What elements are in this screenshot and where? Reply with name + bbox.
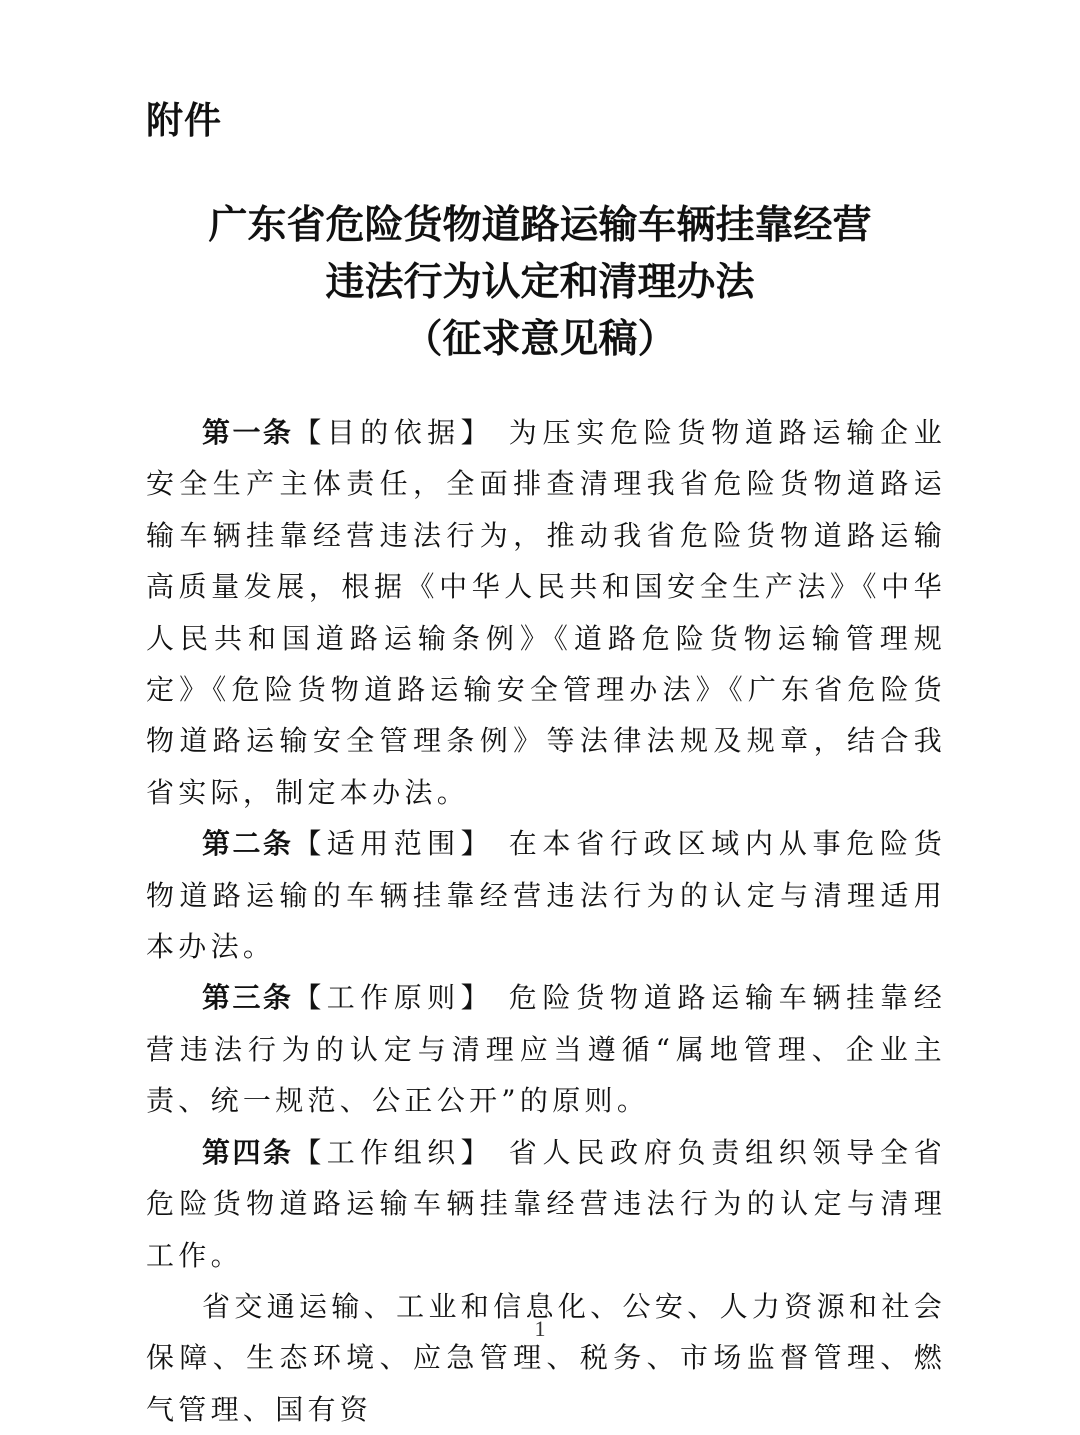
article-text: 为压实危险货物道路运输企业安全生产主体责任，全面排查清理我省危险货物道路运输车辆挂靠经营违法行为，推动我省危险货物道路运输高质量发展，根据《中华人民共和国安全生产法》《中华人民共和国道路运输条例》《道路危险货物运输管理规定》《危险货物道路运输安全管理办法》《广东省危险货物道路运输安全管理条例》等法律法规及规章，结合我省实际，制定本办法。: [146, 416, 946, 809]
article-1: [146, 407, 946, 818]
article-3: [146, 972, 946, 1126]
article-text: 在本省行政区域内从事危险货物道路运输的车辆挂靠经营违法行为的认定与清理适用本办法。: [146, 827, 946, 964]
article-number: 第二条: [202, 827, 294, 861]
article-topic: 【工作原则】: [293, 981, 495, 1015]
article-2: [146, 818, 946, 972]
attachment-label: 附件: [146, 99, 222, 142]
article-number: 第三条: [202, 981, 294, 1015]
article-number: 第四条: [202, 1135, 294, 1169]
document-body: [146, 407, 946, 1435]
article-number: 第一条: [202, 416, 294, 449]
article-text: 省人民政府负责组织领导全省危险货物道路运输车辆挂靠经营违法行为的认定与清理工作。: [146, 1135, 946, 1272]
article-text: 危险货物道路运输车辆挂靠经营违法行为的认定与清理应当遵循“属地管理、企业主责、统一规范、公正公开”的原则。: [146, 981, 946, 1118]
article-4: [146, 1127, 946, 1281]
title-line-2: 违法行为认定和清理办法: [325, 260, 755, 305]
article-topic: 【目的依据】: [293, 416, 495, 449]
title-line-1: 广东省危险货物道路运输车辆挂靠经营: [208, 203, 872, 248]
page-number: 1: [534, 1316, 546, 1341]
continuation-paragraph: 省交通运输、工业和信息化、公安、人力资源和社会保障、生态环境、应急管理、税务、市场监督管理、燃气管理、国有资: [146, 1289, 946, 1426]
article-topic: 【工作组织】: [293, 1135, 495, 1169]
title-line-3: （征求意见稿）: [403, 317, 677, 362]
document-title: [110, 197, 970, 368]
article-topic: 【适用范围】: [293, 827, 495, 861]
